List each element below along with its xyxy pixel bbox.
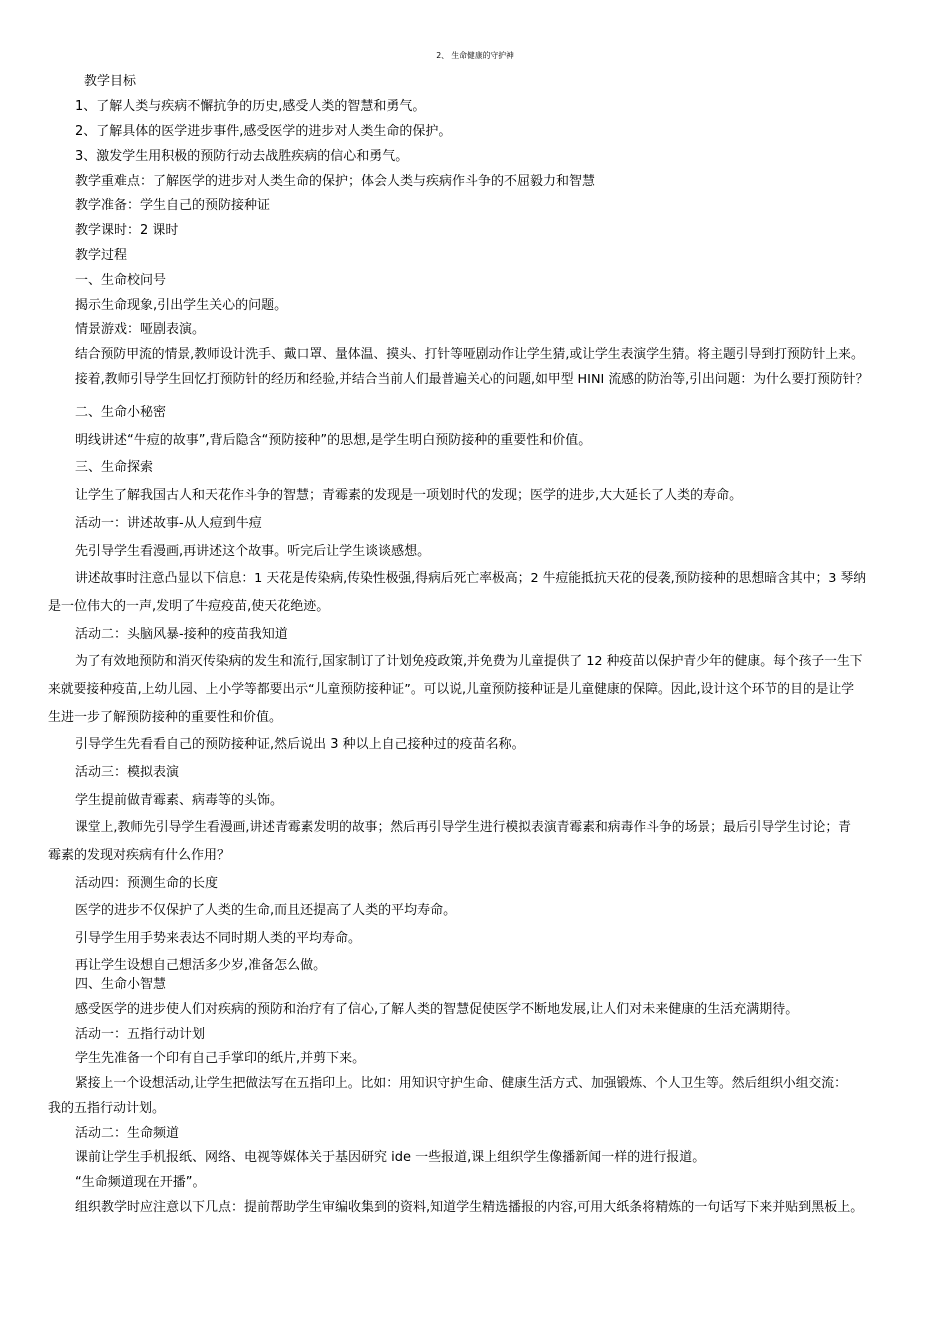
activity-heading: 活动二：生命频道 — [75, 1126, 180, 1141]
paragraph: 课堂上,教师先引导学生看漫画,讲述青霉素发明的故事；然后再引导学生进行模拟表演青霉素和病毒作斗争的场景；最后引导学生讨论；青 — [75, 820, 851, 835]
paragraph: 情景游戏：哑剧表演。 — [75, 322, 206, 337]
paragraph-continuation: 生进一步了解预防接种的重要性和价值。 — [48, 710, 283, 725]
paragraph: 引导学生先看看自己的预防接种证,然后说出 3 种以上自己接种过的疫苗名称。 — [75, 737, 525, 752]
paragraph: 组织教学时应注意以下几点：提前帮助学生审编收集到的资料,知道学生精选播报的内容,可用大纸条将精炼的一句话写下来并贴到黑板上。 — [75, 1200, 864, 1215]
paragraph: “生命频道现在开播”。 — [75, 1175, 206, 1190]
section-heading: 四、生命小智慧 — [75, 977, 167, 992]
paragraph: 学生先准备一个印有自己手掌印的纸片,并剪下来。 — [75, 1051, 366, 1066]
paragraph: 感受医学的进步使人们对疾病的预防和治疗有了信心,了解人类的智慧促使医学不断地发展,让人们对未来健康的生活充满期待。 — [75, 1002, 799, 1017]
paragraph: 为了有效地预防和消灭传染病的发生和流行,国家制订了计划免疫政策,并免费为儿童提供了 12 种疫苗以保护青少年的健康。每个孩子一生下 — [75, 654, 863, 669]
paragraph-continuation: 来就要接种疫苗,上幼儿园、上小学等都要出示“儿童预防接种证”。可以说,儿童预防接种证是儿童健康的保障。因此,设计这个环节的目的是让学 — [48, 682, 855, 697]
paragraph: 紧接上一个设想活动,让学生把做法写在五指印上。比如：用知识守护生命、健康生活方式、加强锻炼、个人卫生等。然后组织小组交流： — [75, 1076, 847, 1091]
activity-heading: 活动一：讲述故事-从人痘到牛痘 — [75, 516, 262, 531]
activity-heading: 活动二：头脑风暴-接种的疫苗我知道 — [75, 627, 288, 642]
section-heading: 二、生命小秘密 — [75, 405, 167, 420]
paragraph: 先引导学生看漫画,再讲述这个故事。听完后让学生谈谈感想。 — [75, 544, 431, 559]
activity-heading: 活动一：五指行动计划 — [75, 1027, 206, 1042]
paragraph-continuation: 我的五指行动计划。 — [48, 1101, 166, 1116]
paragraph-continuation: 霉素的发现对疾病有什么作用？ — [48, 848, 231, 863]
document-title: 2、 生命健康的守护神 — [436, 51, 514, 60]
paragraph: 医学的进步不仅保护了人类的生命,而且还提高了人类的平均寿命。 — [75, 903, 457, 918]
objective-item: 1、了解人类与疾病不懈抗争的历史,感受人类的智慧和勇气。 — [75, 99, 426, 114]
paragraph: 课前让学生手机报纸、网络、电视等媒体关于基因研究 ide 一些报道,课上组织学生像播新闻一样的进行报道。 — [75, 1150, 706, 1165]
section-heading: 教学过程 — [75, 248, 128, 263]
paragraph: 明线讲述“牛痘的故事”,背后隐含“预防接种”的思想,是学生明白预防接种的重要性和价值。 — [75, 433, 592, 448]
paragraph-continuation: 是一位伟大的一声,发明了牛痘疫苗,使天花绝迹。 — [48, 599, 330, 614]
objective-item: 2、了解具体的医学进步事件,感受医学的进步对人类生命的保护。 — [75, 124, 452, 139]
objective-item: 3、激发学生用积极的预防行动去战胜疾病的信心和勇气。 — [75, 149, 409, 164]
paragraph: 接着,教师引导学生回忆打预防针的经历和经验,并结合当前人们最普遍关心的问题,如甲型 HINI 流感的防治等,引出问题：为什么要打预防针？ — [75, 372, 869, 387]
paragraph: 让学生了解我国古人和天花作斗争的智慧；青霉素的发现是一项划时代的发现；医学的进步,大大延长了人类的寿命。 — [75, 488, 743, 503]
paragraph: 揭示生命现象,引出学生关心的问题。 — [75, 298, 288, 313]
paragraph: 结合预防甲流的情景,教师设计洗手、戴口罩、量体温、摸头、打针等哑剧动作让学生猜,或让学生表演学生猜。将主题引导到打预防针上来。 — [75, 347, 864, 362]
paragraph: 学生提前做青霉素、病毒等的头饰。 — [75, 793, 284, 808]
paragraph: 讲述故事时注意凸显以下信息：1 天花是传染病,传染性极强,得病后死亡率极高；2 牛痘能抵抗天花的侵袭,预防接种的思想暗含其中；3 琴纳 — [75, 571, 867, 586]
preparation: 教学准备：学生自己的预防接种证 — [75, 198, 271, 213]
paragraph: 再让学生设想自己想活多少岁,准备怎么做。 — [75, 958, 327, 973]
activity-heading: 活动三：模拟表演 — [75, 765, 180, 780]
class-hours: 教学课时：2 课时 — [75, 223, 179, 238]
section-heading: 一、生命校问号 — [75, 273, 167, 288]
section-heading: 三、生命探索 — [75, 460, 154, 475]
activity-heading: 活动四：预测生命的长度 — [75, 876, 219, 891]
key-points: 教学重难点：了解医学的进步对人类生命的保护；体会人类与疾病作斗争的不屈毅力和智慧 — [75, 174, 596, 189]
section-heading: 教学目标 — [84, 74, 137, 89]
paragraph: 引导学生用手势来表达不同时期人类的平均寿命。 — [75, 931, 362, 946]
